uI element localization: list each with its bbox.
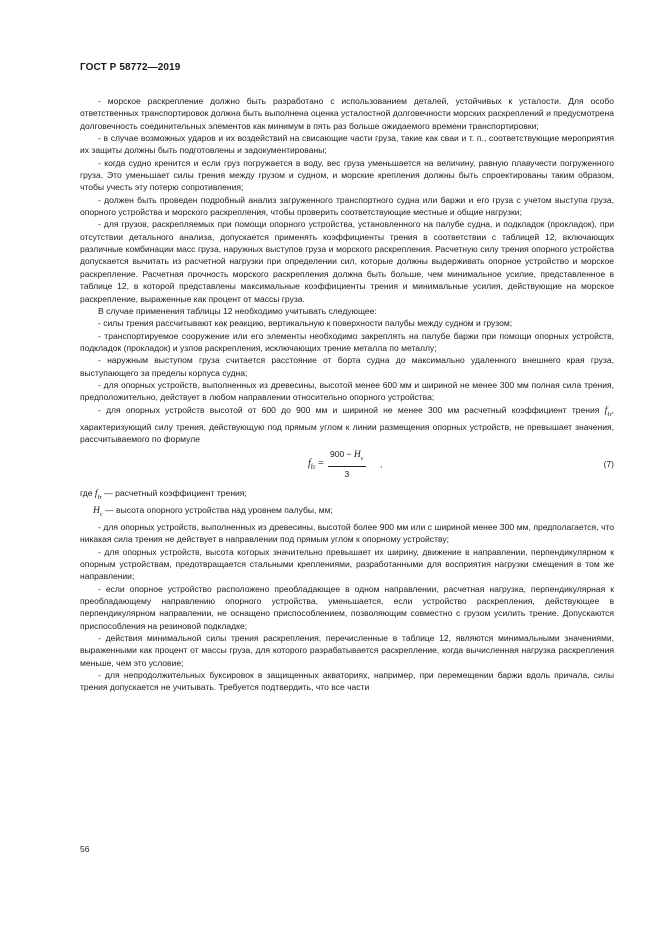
formula-denominator: 3: [344, 468, 350, 479]
definition-ffr: где $f_{fr}$ — расчетный коэффициент трения;: [80, 487, 247, 501]
paragraph-friction-coefficient: [80, 404, 614, 446]
paragraph: - для грузов, раскрепляемых при помощи опорного устройства, установленного на палубе судна, и подкладок (прокладок), при отсутствии детального анализа, допускается применять коэффициенты трения в соответствии с таблицей 12, включающих различные комбинации масс груза, наружных выступов груза и морского раскрепления. Расчетную силу трения опорного устройства допускается вычитать из расчетной нагрузки при определении сил, которые должны выдерживать опорное устройство и морское раскрепление. Расчетная прочность морского раскрепления должна быть больше, чем минимальное усилие, представленное в таблице 12, в которой представлены максимальные коэффициенты трения и минимальные усилия, действующие на морское раскрепление, выраженные как процент от массы груза.: [80, 219, 614, 304]
paragraph: - для непродолжительных буксировок в защищенных акваториях, например, при перемещении баржи вдоль причала, силы трения допускается не учитывать. Требуется подтвердить, что все части: [80, 670, 614, 693]
paragraph: - действия минимальной силы трения раскрепления, перечисленные в таблице 12, являются минимальными значениями, выраженными как процент от массы груза, для которого разрабатывается раскрепление, когда вычисленная нагрузка раскрепления меньше, чем это условие;: [80, 633, 614, 668]
formula-numerator: $900 - H_c$: [328, 448, 366, 467]
definition-hc: $H_c$ — высота опорного устройства над уровнем палубы, мм;: [93, 504, 333, 518]
paragraph: - для опорных устройств, выполненных из древесины, высотой более 900 мм или с шириной менее 300 мм, предполагается, что никакая сила трения не действует в направлении под прямым углом к опорному устройству;: [80, 521, 614, 545]
formula-lhs: $f_{fr}$ =: [308, 457, 324, 471]
paragraph: - морское раскрепление должно быть разработано с использованием деталей, устойчивых к усталости. Для особо ответственных транспортировок должна быть выполнена оценка усталостной долговечности морских раскреплений и предусмотрена долговечность соединительных элементов как минимум в пять раз больше ожидаемого времени транспортировки;: [80, 96, 614, 131]
paragraph-text: - для опорных устройств высотой от 600 до 900 мм и шириной не менее 300 мм расчетный коэффициент трения: [98, 404, 605, 415]
formula-definitions: [80, 487, 614, 521]
document-body: [80, 95, 614, 694]
page-number: 56: [80, 844, 90, 854]
formula-comma: ,: [380, 458, 383, 469]
paragraph: - наружным выступом груза считается расстояние от борта судна до максимально удаленного внешнего края груза, выступающего за пределы корпуса судна;: [80, 355, 614, 378]
document-header: ГОСТ Р 58772—2019: [80, 62, 181, 73]
formula-7: [80, 448, 614, 484]
paragraph: - должен быть проведен подробный анализ загруженного транспортного судна или баржи и его груза с учетом выступа груза, опорного устройства и морского раскрепления, чтобы проверить соответствующие местные и общие нагрузки;: [80, 194, 614, 218]
paragraph: - если опорное устройство расположено преобладающее в одном направлении, расчетная нагрузка, перпендикулярная к преобладающему направлению опорного устройства, уменьшается, если устройство раскрепления, действующее в перпендикулярном направлении, не оснащено приспособлением, позволяющим совместно с грузом усилить трение. Допускаются приспособления на резиновой подкладке;: [80, 583, 614, 631]
equation-number: (7): [603, 458, 614, 469]
paragraph: - в случае возможных ударов и их воздействий на свисающие части груза, такие как сваи и т. п., соответствующие мероприятия их защиты должны быть подготовлены и задокументированы;: [80, 133, 614, 156]
paragraph-text: , характеризующий силу трения, действующую под прямым углом к линии размещения опорных устройств, не превышает значения, рассчитываемого по формуле: [80, 404, 614, 445]
paragraph: - силы трения рассчитывают как реакцию, вертикальную к поверхности палубы между судном и грузом;: [98, 318, 513, 329]
paragraph: - для опорных устройств, выполненных из древесины, высотой менее 600 мм и шириной не менее 300 мм полная сила трения, предположительно, действует в любом направлении относительно опорного устройства;: [80, 379, 614, 403]
paragraph: - когда судно кренится и если груз погружается в воду, вес груза уменьшается на величину, равную плавучести погруженного груза. Это уменьшает силы трения между грузом и судном, и морские крепления должны быть спроектированы таким образом, чтобы учесть эту потерю сопротивления;: [80, 157, 614, 193]
paragraph: В случае применения таблицы 12 необходимо учитывать следующее:: [98, 305, 377, 316]
symbol-f: $f_{fr}$: [604, 405, 612, 418]
paragraph: - для опорных устройств, высота которых значительно превышает их ширину, движение в направлении, перпендикулярном к опорным устройствам, предотвращается стальными креплениями, разработанными для восприятия нагрузки смещения в том же направлении;: [80, 546, 614, 582]
formula-fraction: [328, 448, 366, 481]
paragraph: - транспортируемое сооружение или его элементы необходимо закреплять на палубе баржи при помощи опорных устройств, подкладок (прокладок) и узлов раскрепления, исключающих трение металла по металлу;: [80, 330, 614, 353]
